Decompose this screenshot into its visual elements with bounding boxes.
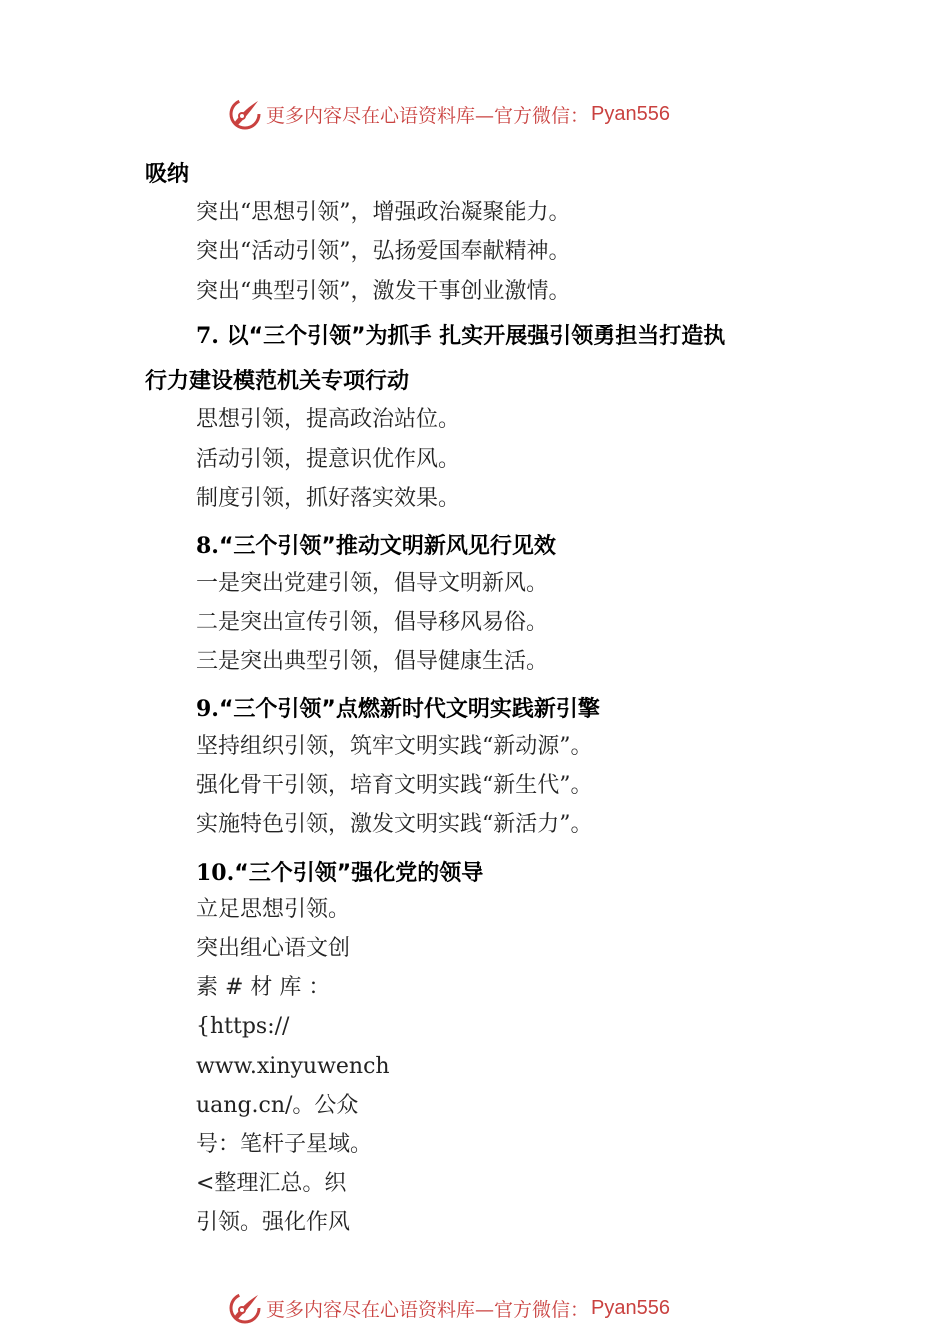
body-line: 活动引领，提意识优作风。 xyxy=(196,447,461,472)
heading-number: 8. xyxy=(196,533,219,559)
body-line: 引领。强化作风 xyxy=(196,1210,351,1235)
heading-continuation: 吸纳 xyxy=(145,162,190,187)
body-line: 一是突出党建引领，倡导文明新风。 xyxy=(196,571,549,596)
body-line: 实施特色引领，激发文明实践“新活力”。 xyxy=(196,812,593,837)
body-line: 二是突出宣传引领，倡导移风易俗。 xyxy=(196,610,549,635)
watermark-wechat-id: Pyan556 xyxy=(591,102,670,125)
watermark-banner-top xyxy=(228,96,670,132)
body-line: 思想引领，提高政治站位。 xyxy=(196,407,461,432)
heading-9 xyxy=(196,698,600,721)
brush-logo-icon xyxy=(228,1291,262,1325)
body-line: 突出组心语文创 xyxy=(196,936,351,961)
heading-10 xyxy=(196,862,483,885)
heading-number: 7. xyxy=(196,323,219,349)
watermark-text: 更多内容尽在心语资料库—官方微信： xyxy=(266,1298,590,1321)
heading-text: “三个引领”点燃新时代文明实践新引擎 xyxy=(218,697,600,722)
heading-number: 10. xyxy=(196,860,235,886)
body-line: 突出“典型引领”，激发干事创业激情。 xyxy=(196,279,571,304)
heading-7 xyxy=(196,325,725,348)
watermark-wechat-id: Pyan556 xyxy=(591,1296,670,1319)
heading-text: “三个引领”推动文明新风见行见效 xyxy=(218,534,556,559)
body-line: 突出“活动引领”，弘扬爱国奉献精神。 xyxy=(196,239,571,264)
body-line: 号：笔杆子星域。 xyxy=(196,1132,373,1157)
heading-7-continuation: 行力建设模范机关专项行动 xyxy=(145,369,410,394)
watermark-text: 更多内容尽在心语资料库—官方微信： xyxy=(266,104,590,127)
heading-text: 以“三个引领”为抓手 扎实开展强引领勇担当打造执 xyxy=(226,324,726,349)
body-line: www.xinyuwench xyxy=(196,1054,390,1079)
heading-text: “三个引领”强化党的领导 xyxy=(234,861,484,886)
body-line: 强化骨干引领，培育文明实践“新生代”。 xyxy=(196,773,593,798)
body-line: 制度引领，抓好落实效果。 xyxy=(196,486,461,511)
heading-8 xyxy=(196,535,556,558)
body-line: uang.cn/。公众 xyxy=(196,1093,359,1118)
body-line: 突出“思想引领”，增强政治凝聚能力。 xyxy=(196,200,571,225)
body-line: 三是突出典型引领，倡导健康生活。 xyxy=(196,649,549,674)
watermark-banner-bottom xyxy=(228,1290,670,1326)
body-line: 坚持组织引领，筑牢文明实践“新动源”。 xyxy=(196,734,593,759)
body-line: 素 # 材 库 ： xyxy=(196,975,331,1000)
heading-number: 9. xyxy=(196,696,219,722)
brush-logo-icon xyxy=(228,97,262,131)
body-line: <整理汇总。织 xyxy=(196,1171,347,1196)
body-line: {https:// xyxy=(196,1014,290,1039)
body-line: 立足思想引领。 xyxy=(196,897,351,922)
